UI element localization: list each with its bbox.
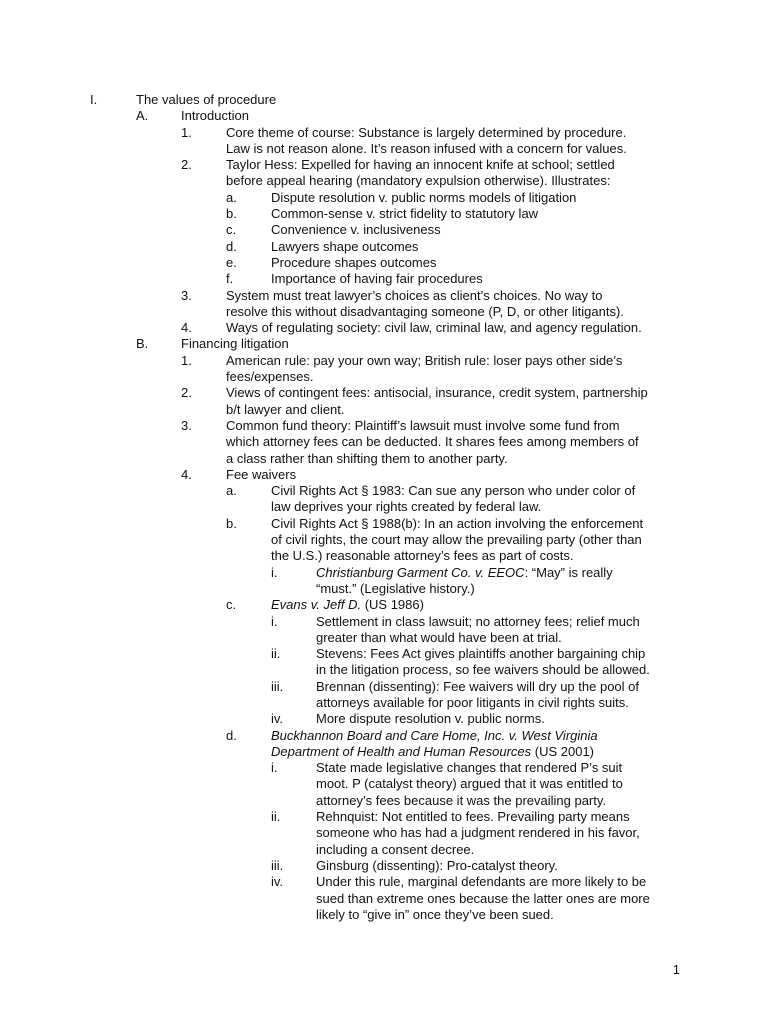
- outline-marker: c.: [226, 222, 237, 238]
- outline-line: [0, 793, 768, 809]
- line-text: Law is not reason alone. It’s reason infused with a concern for values.: [226, 140, 627, 156]
- outline-marker: f.: [226, 271, 234, 287]
- outline-text: [316, 809, 630, 825]
- outline-marker: 4.: [181, 466, 192, 482]
- outline-text: [316, 891, 650, 907]
- outline-line: [0, 434, 768, 450]
- outline-line: [0, 711, 768, 727]
- outline-line: [0, 548, 768, 564]
- outline-line: [0, 304, 768, 320]
- line-text: law deprives your rights created by federal law.: [271, 499, 542, 515]
- line-text: Stevens: Fees Act gives plaintiffs another bargaining chip: [316, 646, 646, 662]
- outline-line: [0, 858, 768, 874]
- outline-text: [226, 451, 508, 467]
- outline-text: [226, 288, 602, 304]
- outline-text: [271, 532, 642, 548]
- outline-marker: iv.: [271, 711, 284, 727]
- outline-marker: i.: [271, 564, 278, 580]
- outline-text: [226, 320, 642, 336]
- case-name: Christianburg Garment Co. v. EEOC: [316, 564, 525, 580]
- outline-line: [0, 744, 768, 760]
- outline-marker: i.: [271, 760, 278, 776]
- outline-marker: a.: [226, 483, 237, 499]
- line-text: Rehnquist: Not entitled to fees. Prevailing party means: [316, 809, 630, 825]
- line-text: Common-sense v. strict fidelity to statutory law: [271, 206, 539, 222]
- outline-line: [0, 402, 768, 418]
- outline-text: [271, 516, 643, 532]
- outline-text: [316, 793, 606, 809]
- case-name: Buckhannon Board and Care Home, Inc. v. West Virginia: [271, 727, 598, 743]
- outline-marker: 1.: [181, 124, 192, 140]
- line-text: of civil rights, the court may allow the prevailing party (other than: [271, 532, 642, 548]
- outline-text: [271, 271, 483, 287]
- outline-line: [0, 891, 768, 907]
- outline-text: [271, 206, 538, 222]
- outline-line: [0, 581, 768, 597]
- outline-text: [316, 679, 639, 695]
- line-text: fees/expenses.: [226, 369, 314, 385]
- outline-text: [271, 222, 441, 238]
- outline-marker: iii.: [271, 857, 284, 873]
- line-text: moot. P (catalyst theory) argued that it was entitled to: [316, 776, 623, 792]
- outline-text: [136, 92, 276, 108]
- outline-text: [181, 108, 249, 124]
- line-text: Views of contingent fees: antisocial, insurance, credit system, partnership: [226, 385, 648, 401]
- outline-marker: iv.: [271, 874, 284, 890]
- outline-line: [0, 206, 768, 222]
- outline-text: [181, 336, 289, 352]
- outline-text: [271, 597, 424, 613]
- line-text: including a consent decree.: [316, 841, 475, 857]
- outline-line: [0, 190, 768, 206]
- outline-text: [226, 369, 313, 385]
- outline-text: [316, 646, 645, 662]
- line-text: Ways of regulating society: civil law, criminal law, and agency regulation.: [226, 320, 642, 336]
- outline-text: [271, 239, 418, 255]
- line-text: Dispute resolution v. public norms models of litigation: [271, 189, 577, 205]
- outline-line: [0, 776, 768, 792]
- line-text: b/t lawyer and client.: [226, 401, 345, 417]
- line-text: The values of procedure: [136, 92, 277, 107]
- line-text: attorney’s fees because it was the prevailing party.: [316, 792, 607, 808]
- outline-line: [0, 695, 768, 711]
- line-text: sued than extreme ones because the latter ones are more: [316, 890, 650, 906]
- outline-line: [0, 630, 768, 646]
- outline-marker: 3.: [181, 287, 192, 303]
- outline-line: [0, 255, 768, 271]
- outline-marker: b.: [226, 515, 237, 531]
- line-text: (US 2001): [531, 743, 595, 759]
- outline-text: [226, 418, 620, 434]
- line-text: Taylor Hess: Expelled for having an innocent knife at school; settled: [226, 157, 615, 173]
- outline-text: [316, 695, 629, 711]
- outline-line: [0, 385, 768, 401]
- line-text: Fee waivers: [226, 466, 297, 482]
- outline-line: [0, 239, 768, 255]
- outline-marker: ii.: [271, 646, 281, 662]
- outline-line: [0, 483, 768, 499]
- outline-text: [316, 711, 545, 727]
- line-text: the U.S.) reasonable attorney’s fees as part of costs.: [271, 548, 574, 564]
- outline-text: [271, 499, 541, 515]
- outline-text: [226, 402, 345, 418]
- outline-marker: b.: [226, 206, 237, 222]
- line-text: Lawyers shape outcomes: [271, 238, 419, 254]
- outline-line: [0, 125, 768, 141]
- line-text: : “May” is really: [524, 564, 613, 580]
- outline-text: [316, 614, 640, 630]
- outline-line: [0, 662, 768, 678]
- line-text: Under this rule, marginal defendants are more likely to be: [316, 874, 647, 890]
- outline-line: [0, 353, 768, 369]
- outline-marker: e.: [226, 254, 237, 270]
- outline-line: [0, 157, 768, 173]
- outline-line: [0, 141, 768, 157]
- outline-text: [226, 125, 626, 141]
- outline-text: [226, 304, 624, 320]
- line-text: (US 1986): [361, 597, 424, 613]
- outline-text: [316, 842, 474, 858]
- outline-line: [0, 320, 768, 336]
- outline-text: [226, 385, 648, 401]
- line-text: American rule: pay your own way; British rule: loser pays other side’s: [226, 352, 623, 368]
- line-text: resolve this without disadvantaging someone (P, D, or other litigants).: [226, 303, 624, 319]
- outline-text: [316, 662, 650, 678]
- outline-text: [271, 744, 594, 760]
- line-text: before appeal hearing (mandatory expulsion otherwise). Illustrates:: [226, 173, 611, 189]
- outline-line: [0, 499, 768, 515]
- outline-text: [316, 776, 623, 792]
- outline-line: [0, 597, 768, 613]
- outline-marker: 4.: [181, 320, 192, 336]
- line-text: Brennan (dissenting): Fee waivers will dry up the pool of: [316, 678, 639, 694]
- page-number: 1: [672, 962, 680, 977]
- line-text: Importance of having fair procedures: [271, 271, 483, 287]
- outline-text: [226, 434, 639, 450]
- line-text: a class rather than shifting them to another party.: [226, 450, 508, 466]
- outline-marker: iii.: [271, 678, 284, 694]
- outline-marker: I.: [90, 92, 98, 107]
- outline-line: [0, 451, 768, 467]
- line-text: in the litigation process, so fee waivers should be allowed.: [316, 662, 650, 678]
- line-text: Civil Rights Act § 1988(b): In an action involving the enforcement: [271, 515, 644, 531]
- outline-line: [0, 369, 768, 385]
- outline-line: [0, 532, 768, 548]
- outline-text: [271, 548, 574, 564]
- outline-marker: i.: [271, 613, 278, 629]
- line-text: likely to “give in” once they’ve been sued.: [316, 906, 554, 922]
- outline-line: [0, 467, 768, 483]
- line-text: System must treat lawyer’s choices as client’s choices. No way to: [226, 287, 603, 303]
- outline-marker: 3.: [181, 417, 192, 433]
- outline-line: [0, 336, 768, 352]
- outline-text: [316, 565, 613, 581]
- outline-text: [271, 190, 576, 206]
- line-text: Settlement in class lawsuit; no attorney fees; relief much: [316, 613, 640, 629]
- line-text: which attorney fees can be deducted. It shares fees among members of: [226, 434, 639, 450]
- outline-line: [0, 907, 768, 923]
- line-text: State made legislative changes that rendered P’s suit: [316, 760, 623, 776]
- outline-line: [0, 874, 768, 890]
- outline-marker: 2.: [181, 385, 192, 401]
- outline-line: [0, 679, 768, 695]
- outline-line: [0, 288, 768, 304]
- line-text: greater than what would have been at trial.: [316, 629, 562, 645]
- outline-line: [0, 173, 768, 189]
- outline-marker: d.: [226, 727, 237, 743]
- outline-line: [0, 809, 768, 825]
- outline-line: [0, 108, 768, 124]
- line-text: Ginsburg (dissenting): Pro-catalyst theory.: [316, 857, 558, 873]
- outline-text: [316, 907, 554, 923]
- outline-marker: 1.: [181, 352, 192, 368]
- outline-line: [0, 646, 768, 662]
- outline-text: [316, 874, 646, 890]
- line-text: Procedure shapes outcomes: [271, 254, 437, 270]
- outline-line: [0, 728, 768, 744]
- outline-line: [0, 614, 768, 630]
- line-text: More dispute resolution v. public norms.: [316, 711, 545, 727]
- outline-text: [316, 630, 562, 646]
- outline-text: [316, 581, 475, 597]
- outline-marker: B.: [136, 336, 149, 352]
- outline-line: [0, 222, 768, 238]
- outline-text: [271, 255, 436, 271]
- outline-text: [316, 760, 622, 776]
- outline-line: [0, 92, 768, 108]
- outline-text: [226, 173, 610, 189]
- outline-document: [0, 92, 768, 923]
- line-text: “must.” (Legislative history.): [316, 580, 475, 596]
- outline-marker: d.: [226, 238, 237, 254]
- outline-text: [316, 825, 640, 841]
- line-text: attorneys available for poor litigants in civil rights suits.: [316, 694, 629, 710]
- outline-line: [0, 760, 768, 776]
- outline-text: [271, 728, 598, 744]
- outline-line: [0, 516, 768, 532]
- outline-text: [271, 483, 635, 499]
- outline-text: [226, 157, 615, 173]
- outline-marker: c.: [226, 597, 237, 613]
- line-text: Common fund theory: Plaintiff’s lawsuit must involve some fund from: [226, 417, 620, 433]
- outline-text: [226, 141, 627, 157]
- outline-text: [316, 858, 558, 874]
- outline-marker: A.: [136, 108, 149, 124]
- line-text: someone who has had a judgment rendered in his favor,: [316, 825, 640, 841]
- outline-line: [0, 825, 768, 841]
- line-text: Core theme of course: Substance is largely determined by procedure.: [226, 124, 627, 140]
- line-text: Financing litigation: [181, 336, 289, 352]
- line-text: Introduction: [181, 108, 249, 124]
- outline-line: [0, 418, 768, 434]
- case-name: Department of Health and Human Resources: [271, 743, 532, 759]
- outline-marker: 2.: [181, 157, 192, 173]
- outline-marker: ii.: [271, 809, 281, 825]
- line-text: Convenience v. inclusiveness: [271, 222, 441, 238]
- line-text: Civil Rights Act § 1983: Can sue any person who under color of: [271, 483, 636, 499]
- case-name: Evans v. Jeff D.: [271, 597, 362, 613]
- outline-text: [226, 467, 296, 483]
- outline-line: [0, 842, 768, 858]
- outline-marker: a.: [226, 189, 237, 205]
- outline-text: [226, 353, 622, 369]
- outline-line: [0, 271, 768, 287]
- outline-line: [0, 565, 768, 581]
